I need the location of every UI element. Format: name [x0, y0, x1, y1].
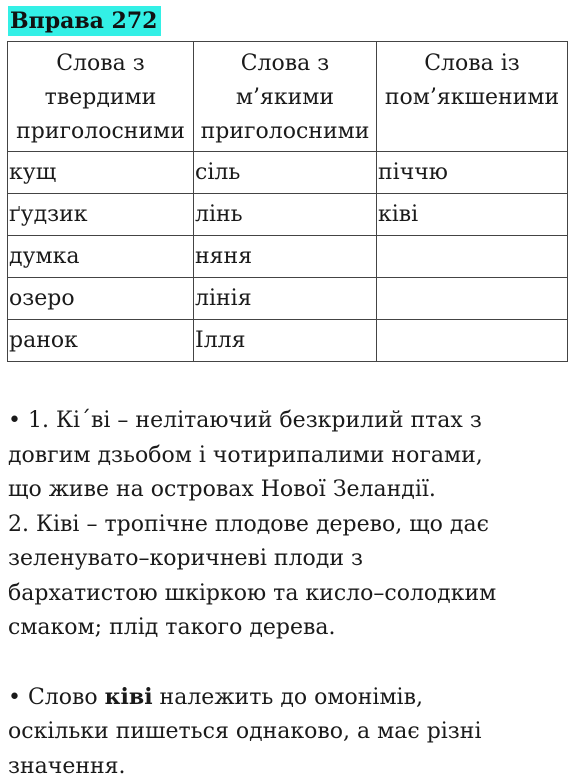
text-line: • 1. Кі´ві – нелітаючий безкрилий птах з	[8, 404, 568, 439]
highlighted-word: ківі	[105, 684, 153, 710]
table-cell: думка	[8, 236, 194, 278]
text-line: оскільки пишеться однаково, а має різні	[8, 715, 568, 750]
text-line: бархатистою шкіркою та кисло–солодким	[8, 577, 568, 612]
text-line: зеленувато–коричневі плоди з	[8, 542, 568, 577]
table-cell: ґудзик	[8, 194, 194, 236]
header-softened-consonants	[377, 42, 568, 152]
header-line: Слова із	[377, 42, 567, 81]
table-cell: лінь	[194, 194, 377, 236]
table-cell	[377, 278, 568, 320]
exercise-header	[8, 6, 161, 36]
table-row	[8, 278, 568, 320]
table-cell: ранок	[8, 320, 194, 362]
table-cell: озеро	[8, 278, 194, 320]
header-line: приголосними	[194, 115, 376, 149]
text-line: смаком; плід такого дерева.	[8, 611, 568, 646]
table-cell: сіль	[194, 152, 377, 194]
table-row	[8, 320, 568, 362]
table-cell: лінія	[194, 278, 377, 320]
text-line: що живе на островах Нової Зеландії.	[8, 473, 568, 508]
text-line: значення.	[8, 750, 568, 784]
header-soft-consonants	[194, 42, 377, 152]
header-line: Слова з	[194, 42, 376, 81]
conclusion-prefix: • Слово	[8, 685, 105, 710]
text-line	[8, 680, 568, 716]
table-cell: ківі	[377, 194, 568, 236]
header-line: приголосними	[8, 115, 193, 149]
table-cell: піччю	[377, 152, 568, 194]
header-line: Слова з	[8, 42, 193, 81]
table-cell	[377, 320, 568, 362]
text-line: довгим дзьобом і чотирипалими ногами,	[8, 439, 568, 474]
notes-section	[8, 404, 568, 784]
definition-1	[8, 404, 568, 508]
conclusion-suffix: належить до омонімів,	[153, 685, 423, 710]
table-cell: кущ	[8, 152, 194, 194]
header-line: пом’якшеними	[377, 81, 567, 115]
definition-2	[8, 508, 568, 646]
table-row	[8, 236, 568, 278]
header-line: твердими	[8, 81, 193, 115]
text-line: 2. Ківі – тропічне плодове дерево, що дає	[8, 508, 568, 543]
table-cell: Ілля	[194, 320, 377, 362]
header-hard-consonants	[8, 42, 194, 152]
table-cell: няня	[194, 236, 377, 278]
table-header-row	[8, 42, 568, 152]
paragraph-gap	[8, 646, 568, 680]
header-line: м’якими	[194, 81, 376, 115]
table-row	[8, 152, 568, 194]
words-table	[7, 41, 568, 362]
table-row	[8, 194, 568, 236]
exercise-title: Вправа 272	[8, 6, 161, 36]
conclusion	[8, 680, 568, 784]
table-cell	[377, 236, 568, 278]
